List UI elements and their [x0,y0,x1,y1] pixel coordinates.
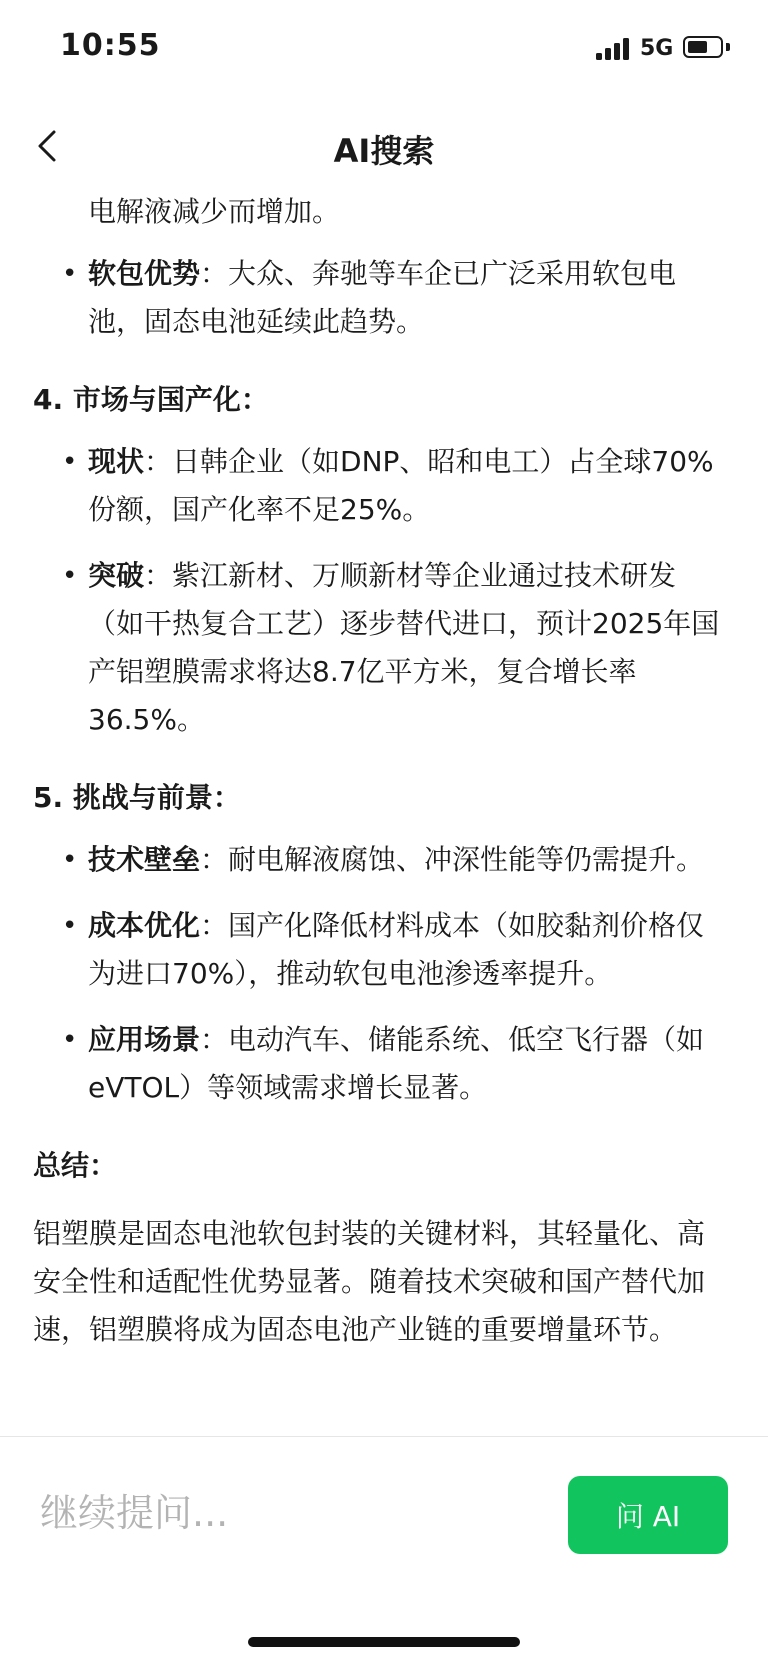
status-bar [0,0,768,100]
home-indicator [248,1637,520,1647]
list-item [88,438,730,534]
item-label: 软包优势 [88,257,201,290]
page-title: AI搜索 [333,132,435,170]
list-item [88,250,730,346]
item-label: 技术壁垒 [88,843,201,876]
section4-list [0,438,768,744]
follow-up-input[interactable] [40,1488,520,1538]
status-time: 10:55 [60,28,161,63]
item-text: ：大众、奔驰等车企已广泛采用软包电池，固态电池延续此趋势。 [88,257,677,338]
ask-ai-button[interactable]: 问 AI [568,1476,728,1554]
answer-content [0,188,768,1354]
section-heading: 5. 挑战与前景： [33,781,241,814]
footer-divider [0,1436,768,1437]
nav-bar [0,100,768,195]
item-label: 突破 [88,559,145,592]
item-text: ：日韩企业（如DNP、昭和电工）占全球70%份额，国产化率不足25%。 [88,445,714,526]
battery-cap [726,43,730,51]
section5-list [0,836,768,1112]
list-item [88,1016,730,1112]
item-text: ：国产化降低材料成本（如胶黏剂价格仅为进口70%），推动软包电池渗透率提升。 [88,909,705,990]
item-text: ：电动汽车、储能系统、低空飞行器（如eVTOL）等领域需求增长显著。 [88,1023,705,1104]
item-label: 应用场景 [88,1023,201,1056]
section-heading: 4. 市场与国产化： [33,383,269,416]
battery-icon [683,36,723,58]
item-text: ：紫江新材、万顺新材等企业通过技术研发（如干热复合工艺）逐步替代进口，预计2025年国产铝塑膜需求将达8.7亿平方米，复合增长率36.5%。 [88,559,720,736]
signal-icon [596,38,630,60]
section3-list [0,250,768,346]
item-text: ：耐电解液腐蚀、冲深性能等仍需提升。 [200,843,705,876]
network-type: 5G [640,36,674,61]
continuation-text: 电解液减少而增加。 [88,195,341,228]
list-item [88,836,730,884]
list-item [88,902,730,998]
item-label: 成本优化 [88,909,201,942]
list-item [88,552,730,744]
battery-fill [688,41,707,53]
summary-heading: 总结： [33,1149,118,1182]
item-label: 现状 [88,445,145,478]
summary-text: 铝塑膜是固态电池软包封装的关键材料，其轻量化、高安全性和适配性优势显著。随着技术突破和国产替代加速，铝塑膜将成为固态电池产业链的重要增量环节。 [33,1217,706,1346]
